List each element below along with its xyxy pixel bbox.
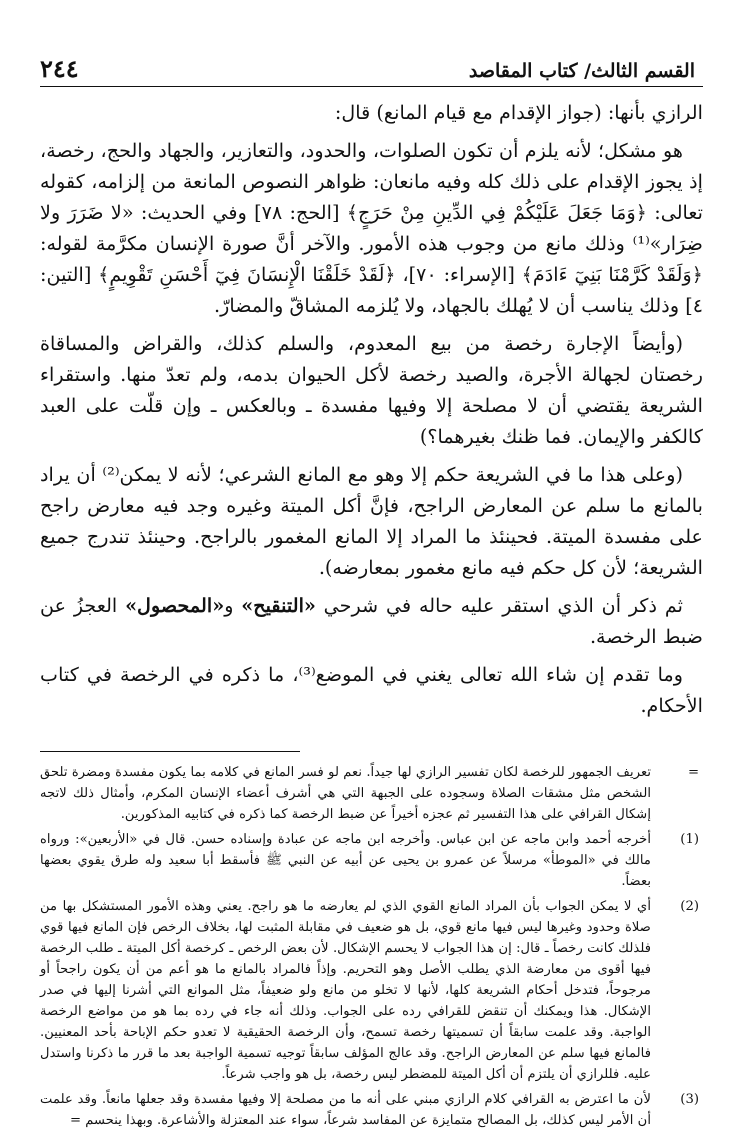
footnote-marker: (3): [680, 1092, 699, 1107]
footnote-marker: =: [687, 765, 699, 780]
paragraph: [40, 590, 703, 652]
paragraph: الرازي بأنها: (جواز الإقدام مع قيام المانع) قال:: [334, 101, 703, 124]
footnote: [40, 896, 703, 1085]
page-header: [40, 56, 703, 87]
page-number: ٢٤٤: [40, 54, 79, 83]
footnote: [40, 829, 703, 892]
footnotes: [40, 762, 703, 1131]
book-title-tanqih: «التنقيح»: [241, 594, 316, 617]
book-page: [40, 54, 703, 1128]
footnote-text: تعريف الجمهور للرخصة لكان تفسير الرازي لها جيداً. نعم لو فسر المانع في كلامه بما يكون مفسدة ومضرة تلحق الشخص مثل مشقات الصلاة وسجوده على الجبهة التي هي أشرف أعضاء الإنسان المكرم، وأمثال ذلك لاتجه إشكال القرافي على هذا التفسير ثم عجزه أخيراً عن ضبط الرخصة كما ذكره في كتابيه المذكورين.: [40, 765, 651, 822]
footnote-text: أخرجه أحمد وابن ماجه عن ابن عباس. وأخرجه ابن ماجه عن عبادة وإسناده حسن. قال في «الأربعين»: ورواه مالك في «الموطأ» مرسلاً عن عمرو بن يحيى عن أبيه عن النبي ﷺ فأسقط أبا سعيد وله طرق يقوي بعضها بعضاً.: [40, 832, 651, 889]
paragraph: (وأيضاً الإجارة رخصة من بيع المعدوم، والسلم كذلك، والقراض والمساقاة رخصتان لجهالة الأجرة، والصيد رخصة لأكل الحيوان بدمه، ولم تعدّ منها. واستقراء الشريعة يقتضي أن لا مصلحة إلا وفيها مفسدة ـ وبالعكس ـ وإن قلّت على العبد كالكفر والإيمان. فما ظنك بغيرهما؟): [40, 332, 703, 448]
text-run: العجزُ عن ضبط الرخصة.: [40, 594, 703, 648]
text-run: ثم ذكر أن الذي استقر عليه حاله في شرحي: [315, 594, 683, 617]
text-run: و: [224, 594, 242, 617]
paragraph: وما تقدم إن شاء الله تعالى يغني في الموضع⁽³⁾، ما ذكره في الرخصة في كتاب الأحكام.: [40, 663, 703, 717]
main-text: [40, 97, 703, 721]
footnote-marker: (2): [680, 899, 699, 914]
footnote-divider: [40, 751, 300, 752]
footnote: [40, 1089, 703, 1131]
footnote: [40, 762, 703, 825]
running-title: القسم الثالث/ كتاب المقاصد: [468, 60, 695, 82]
paragraph: (وعلى هذا ما في الشريعة حكم إلا وهو مع المانع الشرعي؛ لأنه لا يمكن⁽²⁾ أن يراد بالمانع ما سلم عن المعارض الراجح، فإنَّ أكل الميتة وغيره وجد فيه معارض راجح على مفسدة الميتة. فحينئذ ما المراد إلا المانع المغمور بالراجح. وحينئذ تندرج جميع الشريعة؛ لأن كل حكم فيه مانع مغمور بمعارضه).: [40, 463, 703, 579]
footnote-marker: (1): [680, 832, 699, 847]
paragraph: هو مشكل؛ لأنه يلزم أن تكون الصلوات، والحدود، والتعازير، والجهاد والحج، رخصة، إذ يجوز الإقدام على ذلك كله وفيه مانعان: ظواهر النصوص المانعة من إلزامه، كقوله تعالى: ﴿وَمَا جَعَلَ عَلَيْكُمْ فِي الدِّينِ مِنْ حَرَجٍ﴾ [الحج: ٧٨] وفي الحديث: «لا ضَرَرَ ولا ضِرَار»⁽¹⁾ وذلك مانع من وجوب هذه الأمور. والآخر أنَّ صورة الإنسان مكرَّمة لقوله: ﴿وَلَقَدْ كَرَّمْنَا بَنِيٓ ءَادَمَ﴾ [الإسراء: ٧٠]، ﴿لَقَدْ خَلَقْنَا الْإِنسَانَ فِيٓ أَحْسَنِ تَقْوِيمٍ﴾ [التين: ٤] وذلك يناسب أن لا يُهلك بالجهاد، ولا يُلزمه المشاقّ والمضارّ.: [40, 139, 703, 317]
book-title-mahsul: «المحصول»: [125, 594, 225, 617]
footnote-text: لأن ما اعترض به القرافي كلام الرازي مبني على أنه ما من مصلحة إلا وفيها مفسدة وقد جعلها مانعاً. وقد علمت أن الأمر ليس كذلك، بل المصالح متمايزة عن المفاسد شرعاً، سواء عند المعتزلة والأشاعرة. وبهذا ينحسم =: [40, 1092, 651, 1128]
footnote-text: أي لا يمكن الجواب بأن المراد المانع القوي الذي لم يعارضه ما هو راجح. يعني وهذه الأمور المستشكل بها من صلاة وحدود وغيرها ليس فيها مانع قوي، بل هو ضعيف في مقابلة المثبت لها، بخلاف الرخص فإن المانع فيها قوي فلذلك كانت رخصاً ـ قال: إن هذا الجواب لا يحسم الإشكال. لأن بعض الرخص ـ كرخصة أكل الميتة ـ طلب الرخصة فيها أقوى من معارضة الذي يطلب الأصل وهو التحريم. وإذاً فالمراد بالمانع ما هو أعم من أن يكون راجحاً أو مرجوحاً، فتدخل أحكام الشريعة كلها، لأنها لا تخلو من مانع ولو ضعيفاً، مثل الموانع التي أشرنا إليها في صدر الإشكال. هذا ويمكنك أن تنقض للقرافي رده على الجواب. وذلك أنه جاء في رده بما هو من مواضع الرخصة الواجبة. وقد علمت سابقاً أن تسميتها رخصة تسمح، وأن الرخصة الحقيقية لا تعدو حكم الإباحة بأحد المعنيين. فالمانع فيها سلم عن المعارض الراجح. وقد عالج المؤلف سابقاً توجيه تسمية الواجبة بعد ما قرر ما ذكرنا واستدل عليه. فللرازي أن يلتزم أن أكل الميتة للمضطر ليس رخصة، بل هو واجب شرعاً.: [40, 899, 651, 1082]
